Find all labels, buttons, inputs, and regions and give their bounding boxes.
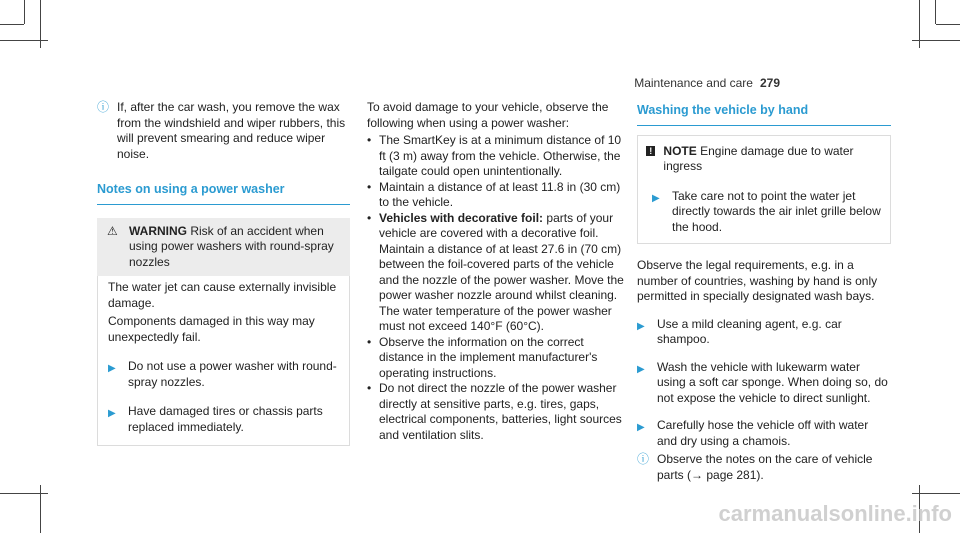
instruction-step — [637, 418, 891, 449]
warning-triangle-icon: ⚠ — [107, 223, 118, 238]
info-note — [97, 100, 350, 162]
warning-box — [97, 218, 350, 447]
list-item-lead: Vehicles with decorative foil: — [379, 210, 544, 225]
note-box — [637, 135, 891, 245]
middle-column — [367, 100, 625, 443]
warning-step — [108, 404, 339, 435]
info-icon: ⓘ — [97, 100, 110, 114]
step-text: Have damaged tires or chassis parts replaced immediately. — [128, 404, 323, 434]
crop-mark — [0, 24, 24, 25]
note-step — [646, 189, 882, 236]
step-text: Take care not to point the water jet directly towards the air inlet grille below the hood. — [672, 188, 881, 234]
list-item — [367, 211, 625, 335]
info-note — [637, 452, 891, 483]
section-heading: Notes on using a power washer — [97, 182, 285, 196]
step-text: Carefully hose the vehicle off with water and dry using a chamois. — [657, 418, 869, 448]
warning-header — [97, 218, 350, 277]
warning-text: Risk of an accident when using power washers with round-spray nozzles — [129, 223, 334, 269]
section-heading: Washing the vehicle by hand — [637, 103, 809, 117]
list-item-text: parts of your vehicle are covered with a decorative foil. Maintain a distance of at least 27.6 in (70 cm) between the foil-covered parts of the vehicle and the nozzle of the power washer. Move the power washer nozzle around whilst cleaning. The water temperature of the power washer must not exceed 140°F (60°C). — [379, 210, 624, 333]
notice-icon: ! — [646, 146, 655, 156]
warning-step — [108, 359, 339, 390]
info-text: Observe the notes on the care of vehicle parts (→ page 281). — [657, 452, 873, 482]
arrow-icon: ▶ — [637, 363, 645, 375]
warning-title: WARNING — [129, 223, 187, 238]
info-text: If, after the car wash, you remove the wax from the windshield and wiper rubbers, this will prevent smearing and reduce wiper noise. — [117, 100, 346, 161]
crop-mark — [919, 0, 920, 48]
list-item: • Maintain a distance of at least 11.8 in (30 cm) to the vehicle. — [367, 180, 625, 211]
crop-mark — [40, 485, 41, 533]
right-column — [637, 100, 891, 483]
left-column — [97, 100, 350, 446]
crop-mark — [935, 0, 936, 24]
step-text: Wash the vehicle with lukewarm water using a soft car sponge. When doing so, do not expose the vehicle to direct sunlight. — [657, 359, 888, 405]
bullet-list — [367, 133, 625, 443]
step-text: Use a mild cleaning agent, e.g. car shampoo. — [657, 316, 842, 346]
list-item: • Observe the information on the correct distance in the implement manufacturer's operating instructions. — [367, 335, 625, 382]
info-icon: ⓘ — [637, 452, 650, 466]
note-text: Engine damage due to water ingress — [663, 143, 854, 173]
body-text: Observe the legal requirements, e.g. in a number of countries, washing by hand is only permitted in specially designated wash bays. — [637, 258, 878, 303]
section-title: Maintenance and care — [634, 76, 753, 90]
intro-text: To avoid damage to your vehicle, observe the following when using a power washer: — [367, 100, 609, 130]
watermark: carmanualsonline.info — [718, 501, 952, 526]
arrow-icon: ▶ — [652, 192, 660, 204]
crop-mark — [40, 0, 41, 48]
note-content — [663, 144, 882, 175]
list-item: • The SmartKey is at a minimum distance of 10 ft (3 m) away from the vehicle. Otherwise, the tailgate could open unintentionally. — [367, 133, 625, 180]
warning-body-2: Components damaged in this way may unexpectedly fail. — [108, 314, 315, 344]
warning-content — [129, 224, 340, 271]
heading-rule — [637, 125, 891, 126]
crop-mark — [24, 0, 25, 24]
warning-body — [97, 276, 350, 446]
arrow-icon: ▶ — [637, 422, 645, 433]
arrow-icon: ▶ — [108, 363, 116, 374]
note-header — [646, 144, 882, 175]
arrow-icon: ▶ — [637, 320, 645, 332]
instruction-step — [637, 317, 891, 348]
crop-mark — [936, 24, 960, 25]
page-number: 279 — [759, 76, 780, 90]
instruction-step — [637, 360, 891, 407]
warning-body-1: The water jet can cause externally invisible damage. — [108, 280, 337, 310]
running-header — [634, 76, 780, 90]
arrow-icon: ▶ — [108, 408, 116, 419]
list-item: • Do not direct the nozzle of the power washer directly at sensitive parts, e.g. tires, gaps, electrical components, batteries, light sources and ventilation slits. — [367, 381, 625, 443]
step-text: Do not use a power washer with round-spray nozzles. — [128, 359, 337, 389]
heading-rule — [97, 204, 350, 205]
note-title: NOTE — [663, 143, 697, 158]
